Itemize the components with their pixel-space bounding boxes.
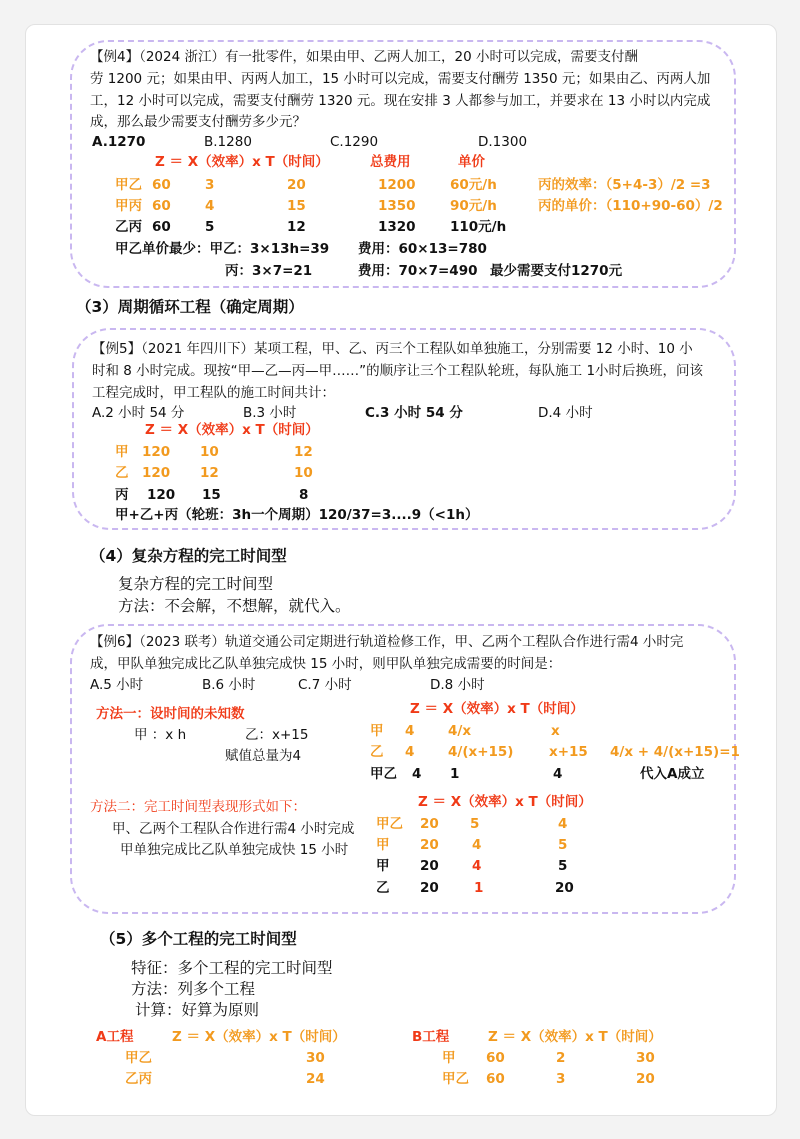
ex6-t2-row3-name: 甲 bbox=[376, 858, 390, 874]
ex6-t2-row2-name: 甲 bbox=[376, 837, 390, 853]
ex6-t1-row2-t: x+15 bbox=[549, 744, 588, 760]
ex4-option-a: A.1270 bbox=[92, 134, 146, 150]
ex6-table2-header: Z ＝ X（效率）x T（时间） bbox=[418, 794, 592, 810]
ex5-option-b: B.3 小时 bbox=[243, 405, 297, 421]
ex5-option-d: D.4 小时 bbox=[538, 405, 593, 421]
ex4-answer: 最少需要支付1270元 bbox=[490, 263, 623, 279]
ex6-t1-row3-name: 甲乙 bbox=[370, 766, 397, 782]
project-a-row2-name: 乙丙 bbox=[125, 1071, 152, 1087]
ex6-method1-b: 乙：x+15 bbox=[245, 727, 309, 743]
ex4-row1-price: 60元/h bbox=[450, 177, 497, 193]
ex6-t2-row1-t: 4 bbox=[558, 816, 568, 832]
ex5-question-line-2: 时和 8 小时完成。现按“甲—乙—丙—甲……”的顺序让三个工程队轮班，每队施工 1小时后换班，问该 bbox=[92, 363, 704, 379]
ex6-t2-row2-z: 20 bbox=[420, 837, 439, 853]
ex5-row3-x: 15 bbox=[202, 487, 221, 503]
ex6-method1-title: 方法一：设时间的未知数 bbox=[96, 706, 245, 722]
project-b-row1-t: 30 bbox=[636, 1050, 655, 1066]
ex4-header-cost: 总费用 bbox=[370, 154, 411, 170]
ex5-question-line-1: 【例5】（2021 年四川下）某项工程，甲、乙、丙三个工程队如单独施工，分别需要 12 小时、10 小 bbox=[92, 341, 693, 357]
ex4-row2-z: 60 bbox=[152, 198, 171, 214]
ex4-calc-1: 甲乙单价最少：甲乙：3×13h=39 bbox=[115, 241, 330, 257]
ex4-row2-price: 90元/h bbox=[450, 198, 497, 214]
ex4-row3-cost: 1320 bbox=[378, 219, 416, 235]
project-b-row2-x: 3 bbox=[556, 1071, 566, 1087]
ex4-row2-cost: 1350 bbox=[378, 198, 416, 214]
ex5-option-a: A.2 小时 54 分 bbox=[92, 405, 185, 421]
project-b-row1-x: 2 bbox=[556, 1050, 566, 1066]
project-b-row1-name: 甲 bbox=[442, 1050, 456, 1066]
ex4-row3-t: 12 bbox=[287, 219, 306, 235]
ex6-t1-row2-x: 4/(x+15) bbox=[448, 744, 514, 760]
ex6-t1-row1-z: 4 bbox=[405, 723, 415, 739]
project-b-row2-z: 60 bbox=[486, 1071, 505, 1087]
ex5-question-line-3: 工程完成时，甲工程队的施工时间共计： bbox=[92, 385, 335, 401]
ex4-question-line-2: 劳 1200 元；如果由甲、丙两人加工，15 小时可以完成，需要支付酬劳 1350 元；如果由乙、丙两人加 bbox=[90, 71, 711, 87]
section-5-line-1: 特征：多个工程的完工时间型 bbox=[131, 959, 333, 977]
ex4-row3-x: 5 bbox=[205, 219, 215, 235]
ex5-row2-x: 12 bbox=[200, 465, 219, 481]
ex6-t1-row3-x: 1 bbox=[450, 766, 460, 782]
project-b-row2-t: 20 bbox=[636, 1071, 655, 1087]
ex4-row1-cost: 1200 bbox=[378, 177, 416, 193]
ex4-question-line-1: 【例4】（2024 浙江）有一批零件，如果由甲、乙两人加工，20 小时可以完成，需要支付酬 bbox=[90, 49, 638, 65]
project-b-row2-name: 甲乙 bbox=[442, 1071, 469, 1087]
ex6-t1-row3-z: 4 bbox=[412, 766, 422, 782]
ex5-note: 甲+乙+丙（轮班：3h一个周期）120/37=3....9（<1h） bbox=[115, 507, 479, 523]
ex6-option-d: D.8 小时 bbox=[430, 677, 485, 693]
ex5-option-c: C.3 小时 54 分 bbox=[365, 405, 463, 421]
ex6-t2-row4-t: 20 bbox=[555, 880, 574, 896]
ex4-side-1: 丙的效率：（5+4-3）/2 =3 bbox=[538, 177, 711, 193]
ex6-t2-row1-z: 20 bbox=[420, 816, 439, 832]
ex6-t2-row4-z: 20 bbox=[420, 880, 439, 896]
ex6-t1-row2-z: 4 bbox=[405, 744, 415, 760]
ex6-t2-row3-z: 20 bbox=[420, 858, 439, 874]
ex6-t1-equation: 4/x + 4/(x+15)=1 bbox=[610, 744, 740, 760]
project-a-header: Z ＝ X（效率）x T（时间） bbox=[172, 1029, 346, 1045]
ex5-row1-name: 甲 bbox=[115, 444, 129, 460]
ex4-row3-z: 60 bbox=[152, 219, 171, 235]
section-5-line-2: 方法：列多个工程 bbox=[131, 980, 256, 998]
ex6-question-line-1: 【例6】（2023 联考）轨道交通公司定期进行轨道检修工作，甲、乙两个工程队合作进行需4 小时完 bbox=[90, 634, 684, 650]
ex6-method2-a: 甲、乙两个工程队合作进行需4 小时完成 bbox=[112, 821, 355, 837]
ex5-row3-name: 丙 bbox=[115, 487, 129, 503]
ex4-header-price: 单价 bbox=[458, 154, 485, 170]
ex6-t2-row3-x: 4 bbox=[472, 858, 482, 874]
section-4-line-1: 复杂方程的完工时间型 bbox=[118, 575, 274, 593]
ex6-t1-row1-x: 4/x bbox=[448, 723, 472, 739]
ex4-row2-x: 4 bbox=[205, 198, 215, 214]
section-4-title: （4）复杂方程的完工时间型 bbox=[90, 547, 287, 565]
ex6-method2-title: 方法二：完工时间型表现形式如下： bbox=[90, 799, 306, 815]
ex4-row2-name: 甲丙 bbox=[115, 198, 142, 214]
project-b-header: Z ＝ X（效率）x T（时间） bbox=[488, 1029, 662, 1045]
ex4-row3-price: 110元/h bbox=[450, 219, 507, 235]
ex4-row1-z: 60 bbox=[152, 177, 171, 193]
ex6-t1-row3-t: 4 bbox=[553, 766, 563, 782]
section-5-line-3: 计算：好算为原则 bbox=[135, 1001, 260, 1019]
ex4-row1-t: 20 bbox=[287, 177, 306, 193]
ex6-option-b: B.6 小时 bbox=[202, 677, 256, 693]
ex6-t1-row2-name: 乙 bbox=[370, 744, 384, 760]
ex4-question-line-4: 成，那么最少需要支付酬劳多少元？ bbox=[90, 114, 306, 130]
ex6-t2-row4-x: 1 bbox=[474, 880, 484, 896]
ex6-table1-header: Z ＝ X（效率）x T（时间） bbox=[410, 701, 584, 717]
section-5-title: （5）多个工程的完工时间型 bbox=[100, 930, 297, 948]
ex6-t2-row3-t: 5 bbox=[558, 858, 568, 874]
project-a-row2-t: 24 bbox=[306, 1071, 325, 1087]
ex4-side-2: 丙的单价：（110+90-60）/2 bbox=[538, 198, 723, 214]
section-3-title: （3）周期循环工程（确定周期） bbox=[76, 298, 304, 316]
ex6-option-a: A.5 小时 bbox=[90, 677, 144, 693]
ex5-row2-t: 10 bbox=[294, 465, 313, 481]
ex6-t2-row2-x: 4 bbox=[472, 837, 482, 853]
ex5-row1-t: 12 bbox=[294, 444, 313, 460]
ex6-t2-row2-t: 5 bbox=[558, 837, 568, 853]
section-4-line-2: 方法：不会解，不想解，就代入。 bbox=[118, 597, 351, 615]
ex5-row2-z: 120 bbox=[142, 465, 171, 481]
ex6-t2-row1-x: 5 bbox=[470, 816, 480, 832]
ex5-row2-name: 乙 bbox=[115, 465, 129, 481]
ex4-question-line-3: 工，12 小时可以完成，需要支付酬劳 1320 元。现在安排 3 人都参与加工，并要求在 13 小时以内完成 bbox=[90, 93, 711, 109]
ex6-method2-b: 甲单独完成比乙队单独完成快 15 小时 bbox=[120, 842, 349, 858]
project-a-row1-name: 甲乙 bbox=[125, 1050, 152, 1066]
project-a-label: A工程 bbox=[96, 1029, 134, 1045]
ex5-row1-x: 10 bbox=[200, 444, 219, 460]
ex5-row3-z: 120 bbox=[147, 487, 176, 503]
ex4-row1-name: 甲乙 bbox=[115, 177, 142, 193]
ex4-option-b: B.1280 bbox=[204, 134, 252, 150]
ex5-table-header: Z ＝ X（效率）x T（时间） bbox=[145, 422, 319, 438]
ex4-option-c: C.1290 bbox=[330, 134, 379, 150]
project-b-label: B工程 bbox=[412, 1029, 450, 1045]
ex4-table-header: Z ＝ X（效率）x T（时间） bbox=[155, 154, 329, 170]
ex6-t1-note: 代入A成立 bbox=[640, 766, 705, 782]
ex4-calc-2b: 费用：70×7=490 bbox=[358, 263, 478, 279]
ex6-t2-row4-name: 乙 bbox=[376, 880, 390, 896]
ex4-row1-x: 3 bbox=[205, 177, 215, 193]
ex4-option-d: D.1300 bbox=[478, 134, 528, 150]
ex5-row3-t: 8 bbox=[299, 487, 309, 503]
ex6-t2-row1-name: 甲乙 bbox=[376, 816, 403, 832]
project-b-row1-z: 60 bbox=[486, 1050, 505, 1066]
project-a-row1-t: 30 bbox=[306, 1050, 325, 1066]
ex4-calc-2: 丙：3×7=21 bbox=[225, 263, 313, 279]
ex6-option-c: C.7 小时 bbox=[298, 677, 352, 693]
ex6-t1-row1-t: x bbox=[551, 723, 560, 739]
ex5-row1-z: 120 bbox=[142, 444, 171, 460]
ex6-method1-a: 甲 ：x h bbox=[134, 727, 187, 743]
ex6-method1-c: 赋值总量为4 bbox=[225, 748, 302, 764]
ex6-t1-row1-name: 甲 bbox=[370, 723, 384, 739]
ex4-calc-1b: 费用：60×13=780 bbox=[358, 241, 487, 257]
ex6-question-line-2: 成，甲队单独完成比乙队单独完成快 15 小时，则甲队单独完成需要的时间是： bbox=[90, 656, 562, 672]
ex4-row2-t: 15 bbox=[287, 198, 306, 214]
ex4-row3-name: 乙丙 bbox=[115, 219, 142, 235]
